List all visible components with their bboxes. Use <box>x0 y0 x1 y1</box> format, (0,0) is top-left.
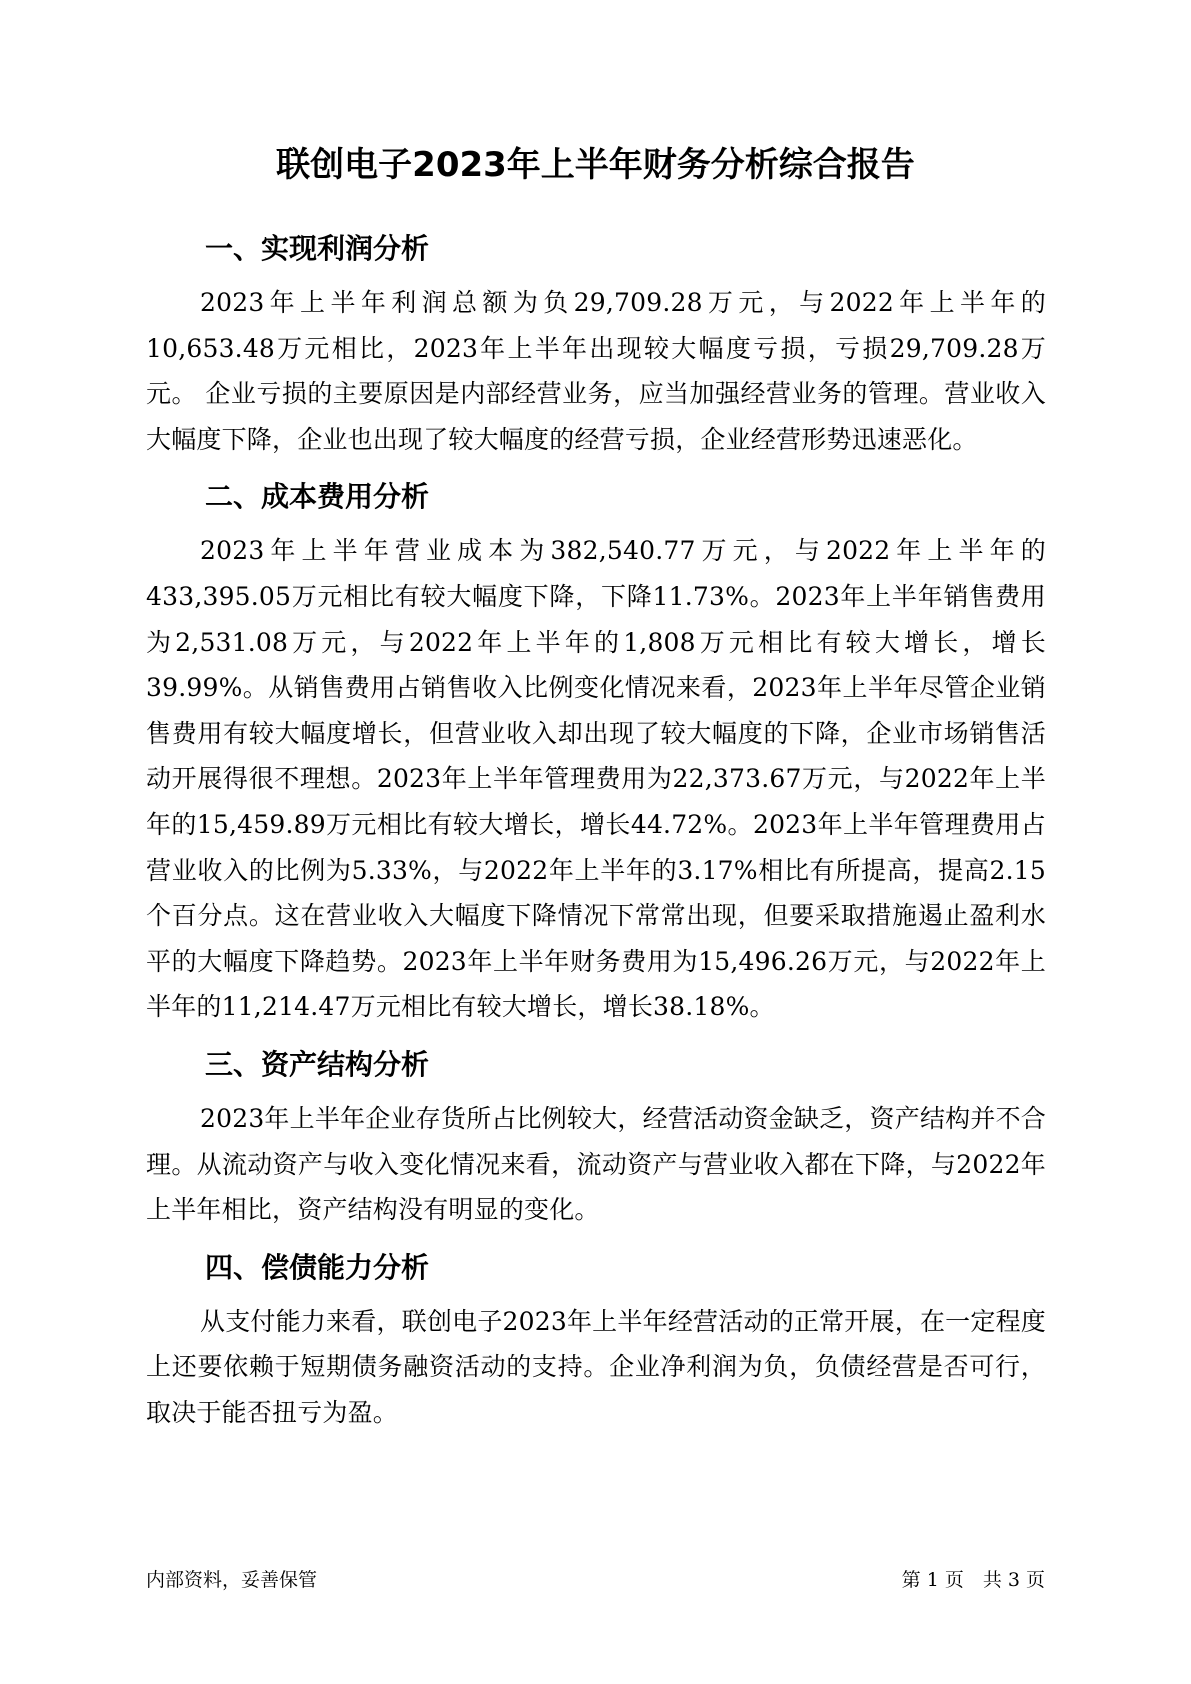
section-asset-structure <box>146 1042 1046 1233</box>
report-body <box>146 226 1046 1447</box>
section-paragraph: 2023年上半年企业存货所占比例较大，经营活动资金缺乏，资产结构并不合理。从流动资产与收入变化情况来看，流动资产与营业收入都在下降，与2022年上半年相比，资产结构没有明显的变化。 <box>146 1103 1046 1225</box>
section-paragraph: 2023年上半年营业成本为382,540.77万元，与2022年上半年的433,395.05万元相比有较大幅度下降，下降11.73%。2023年上半年销售费用为2,531.08万元，与2022年上半年的1,808万元相比有较大增长，增长39.99%。从销售费用占销售收入比例变化情况来看，2023年上半年尽管企业销售费用有较大幅度增长，但营业收入却出现了较大幅度的下降，企业市场销售活动开展得很不理想。2023年上半年管理费用为22,373.67万元，与2022年上半年的15,459.89万元相比有较大增长，增长44.72%。2023年上半年管理费用占营业收入的比例为5.33%，与2022年上半年的3.17%相比有所提高，提高2.15个百分点。这在营业收入大幅度下降情况下常常出现，但要采取措施遏止盈利水平的大幅度下降趋势。2023年上半年财务费用为15,496.26万元，与2022年上半年的11,214.47万元相比有较大增长，增长38.18%。 <box>146 536 1046 1022</box>
footer-page-number: 第 1 页 共 3 页 <box>901 1569 1045 1591</box>
section-heading: 一、实现利润分析 <box>205 232 430 265</box>
section-paragraph: 从支付能力来看，联创电子2023年上半年经营活动的正常开展，在一定程度上还要依赖于短期债务融资活动的支持。企业净利润为负，负债经营是否可行，取决于能否扭亏为盈。 <box>146 1306 1046 1427</box>
section-solvency-analysis <box>146 1245 1046 1436</box>
section-heading: 四、偿债能力分析 <box>205 1250 430 1284</box>
section-profit-analysis <box>146 226 1046 462</box>
section-paragraph: 2023年上半年利润总额为负29,709.28万元，与2022年上半年的10,653.48万元相比，2023年上半年出现较大幅度亏损，亏损29,709.28万元。 企业亏损的主要原因是内部经营业务，应当加强经营业务的管理。营业收入大幅度下降，企业也出现了较大幅度的经营亏损，企业经营形势迅速恶化。 <box>146 288 1046 454</box>
section-cost-analysis <box>146 474 1046 1030</box>
footer-confidential-note: 内部资料，妥善保管 <box>146 1569 318 1591</box>
section-heading: 三、资产结构分析 <box>205 1047 430 1081</box>
section-heading: 二、成本费用分析 <box>205 480 430 514</box>
page-title: 联创电子2023年上半年财务分析综合报告 <box>276 145 915 185</box>
